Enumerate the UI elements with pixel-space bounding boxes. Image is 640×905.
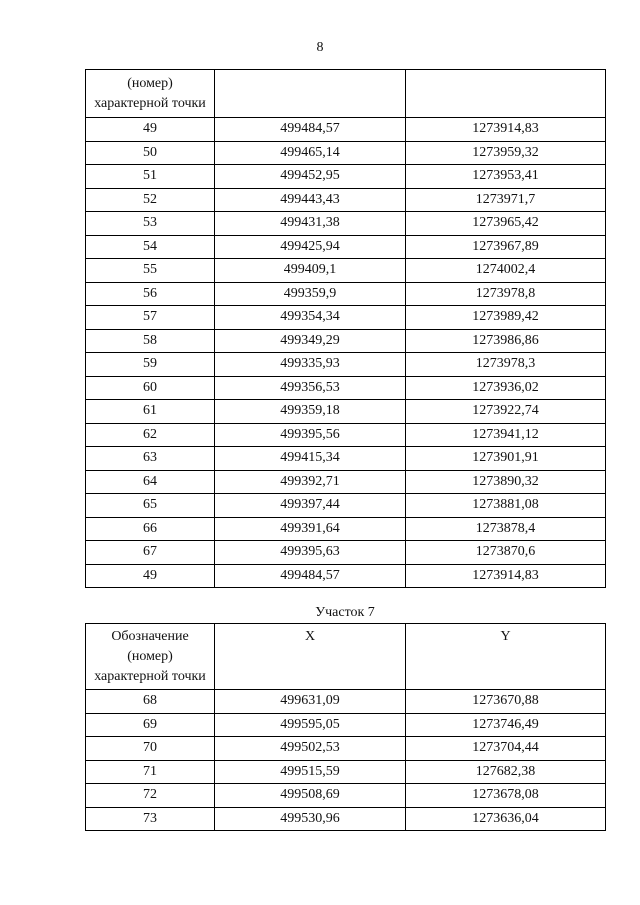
table-row (86, 329, 606, 353)
x-coordinate-cell: 499431,38 (215, 212, 406, 236)
table-row (86, 564, 606, 588)
point-label-line: (номер) (127, 649, 173, 664)
y-coordinate-cell: 1273870,6 (406, 541, 606, 565)
table-header-row (86, 70, 606, 118)
x-coordinate-cell: 499395,63 (215, 541, 406, 565)
y-coordinate-cell: 1273890,32 (406, 470, 606, 494)
x-coordinate-cell: 499502,53 (215, 737, 406, 761)
x-coordinate-cell: 499515,59 (215, 760, 406, 784)
x-coordinate-cell: 499356,53 (215, 376, 406, 400)
table-row (86, 494, 606, 518)
x-coordinate-cell: 499443,43 (215, 188, 406, 212)
point-number-cell: 49 (86, 564, 215, 588)
point-number-cell: 52 (86, 188, 215, 212)
y-coordinate-cell: 1273881,08 (406, 494, 606, 518)
section-title: Участок 7 (315, 605, 375, 620)
table-row (86, 306, 606, 330)
y-coordinate-cell: 1273678,08 (406, 784, 606, 808)
table-row (86, 141, 606, 165)
y-coordinate-cell: 1273978,3 (406, 353, 606, 377)
point-label-line: (номер) (127, 76, 173, 91)
table-row (86, 470, 606, 494)
table-row (86, 447, 606, 471)
point-label-line: характерной точки (94, 96, 206, 111)
table-header-row (86, 624, 606, 690)
x-coordinate-cell: 499392,71 (215, 470, 406, 494)
point-number-cell: 51 (86, 165, 215, 189)
x-coordinate-cell: 499349,29 (215, 329, 406, 353)
y-header: Y (406, 624, 606, 690)
x-coordinate-cell: 499452,95 (215, 165, 406, 189)
y-header-empty (406, 70, 606, 118)
table-row (86, 737, 606, 761)
y-coordinate-cell: 1273636,04 (406, 807, 606, 831)
table-row (86, 282, 606, 306)
x-coordinate-cell: 499409,1 (215, 259, 406, 283)
x-coordinate-cell: 499354,34 (215, 306, 406, 330)
point-number-cell: 61 (86, 400, 215, 424)
y-coordinate-cell: 1273922,74 (406, 400, 606, 424)
y-coordinate-cell: 1273953,41 (406, 165, 606, 189)
point-label-header (86, 70, 215, 118)
table-row (86, 118, 606, 142)
coordinates-table-section-7 (85, 623, 606, 831)
y-coordinate-cell: 1273941,12 (406, 423, 606, 447)
point-number-cell: 68 (86, 690, 215, 714)
y-coordinate-cell: 1273914,83 (406, 564, 606, 588)
table-row (86, 259, 606, 283)
table-row (86, 713, 606, 737)
point-number-cell: 60 (86, 376, 215, 400)
table-row (86, 400, 606, 424)
x-coordinate-cell: 499465,14 (215, 141, 406, 165)
x-coordinate-cell: 499397,44 (215, 494, 406, 518)
y-coordinate-cell: 1273971,7 (406, 188, 606, 212)
point-number-cell: 69 (86, 713, 215, 737)
point-number-cell: 58 (86, 329, 215, 353)
table-row (86, 188, 606, 212)
y-coordinate-cell: 1273704,44 (406, 737, 606, 761)
table-row (86, 353, 606, 377)
table-row (86, 517, 606, 541)
y-coordinate-cell: 1273746,49 (406, 713, 606, 737)
table-row (86, 165, 606, 189)
x-coordinate-cell: 499508,69 (215, 784, 406, 808)
point-number-cell: 54 (86, 235, 215, 259)
table-row (86, 235, 606, 259)
y-coordinate-cell: 1273989,42 (406, 306, 606, 330)
point-number-cell: 67 (86, 541, 215, 565)
table-row (86, 541, 606, 565)
y-coordinate-cell: 1273914,83 (406, 118, 606, 142)
table-row (86, 690, 606, 714)
x-coordinate-cell: 499395,56 (215, 423, 406, 447)
y-coordinate-cell: 1273965,42 (406, 212, 606, 236)
point-number-cell: 65 (86, 494, 215, 518)
point-number-cell: 56 (86, 282, 215, 306)
point-number-cell: 73 (86, 807, 215, 831)
point-number-cell: 70 (86, 737, 215, 761)
table-row (86, 807, 606, 831)
x-coordinate-cell: 499595,05 (215, 713, 406, 737)
y-coordinate-cell: 1273959,32 (406, 141, 606, 165)
point-number-cell: 64 (86, 470, 215, 494)
x-coordinate-cell: 499631,09 (215, 690, 406, 714)
point-number-cell: 55 (86, 259, 215, 283)
y-coordinate-cell: 1273986,86 (406, 329, 606, 353)
x-coordinate-cell: 499391,64 (215, 517, 406, 541)
y-coordinate-cell: 127682,38 (406, 760, 606, 784)
point-number-cell: 71 (86, 760, 215, 784)
y-coordinate-cell: 1273967,89 (406, 235, 606, 259)
point-number-cell: 50 (86, 141, 215, 165)
point-number-cell: 49 (86, 118, 215, 142)
point-number-cell: 63 (86, 447, 215, 471)
point-label-line: характерной точки (94, 669, 206, 684)
x-coordinate-cell: 499359,9 (215, 282, 406, 306)
x-coordinate-cell: 499415,34 (215, 447, 406, 471)
x-coordinate-cell: 499484,57 (215, 118, 406, 142)
table-row (86, 784, 606, 808)
coordinates-table-continued (85, 69, 606, 588)
table-row (86, 423, 606, 447)
point-number-cell: 57 (86, 306, 215, 330)
x-coordinate-cell: 499359,18 (215, 400, 406, 424)
y-coordinate-cell: 1273936,02 (406, 376, 606, 400)
point-label-line: Обозначение (111, 629, 189, 644)
page-number: 8 (316, 40, 324, 55)
x-coordinate-cell: 499425,94 (215, 235, 406, 259)
x-coordinate-cell: 499335,93 (215, 353, 406, 377)
x-coordinate-cell: 499484,57 (215, 564, 406, 588)
point-number-cell: 66 (86, 517, 215, 541)
y-coordinate-cell: 1273878,4 (406, 517, 606, 541)
point-label-header (86, 624, 215, 690)
point-number-cell: 59 (86, 353, 215, 377)
table-row (86, 760, 606, 784)
y-coordinate-cell: 1274002,4 (406, 259, 606, 283)
table-row (86, 376, 606, 400)
x-header-empty (215, 70, 406, 118)
y-coordinate-cell: 1273901,91 (406, 447, 606, 471)
x-coordinate-cell: 499530,96 (215, 807, 406, 831)
point-number-cell: 72 (86, 784, 215, 808)
y-coordinate-cell: 1273978,8 (406, 282, 606, 306)
x-header: X (215, 624, 406, 690)
point-number-cell: 53 (86, 212, 215, 236)
y-coordinate-cell: 1273670,88 (406, 690, 606, 714)
point-number-cell: 62 (86, 423, 215, 447)
table-row (86, 212, 606, 236)
